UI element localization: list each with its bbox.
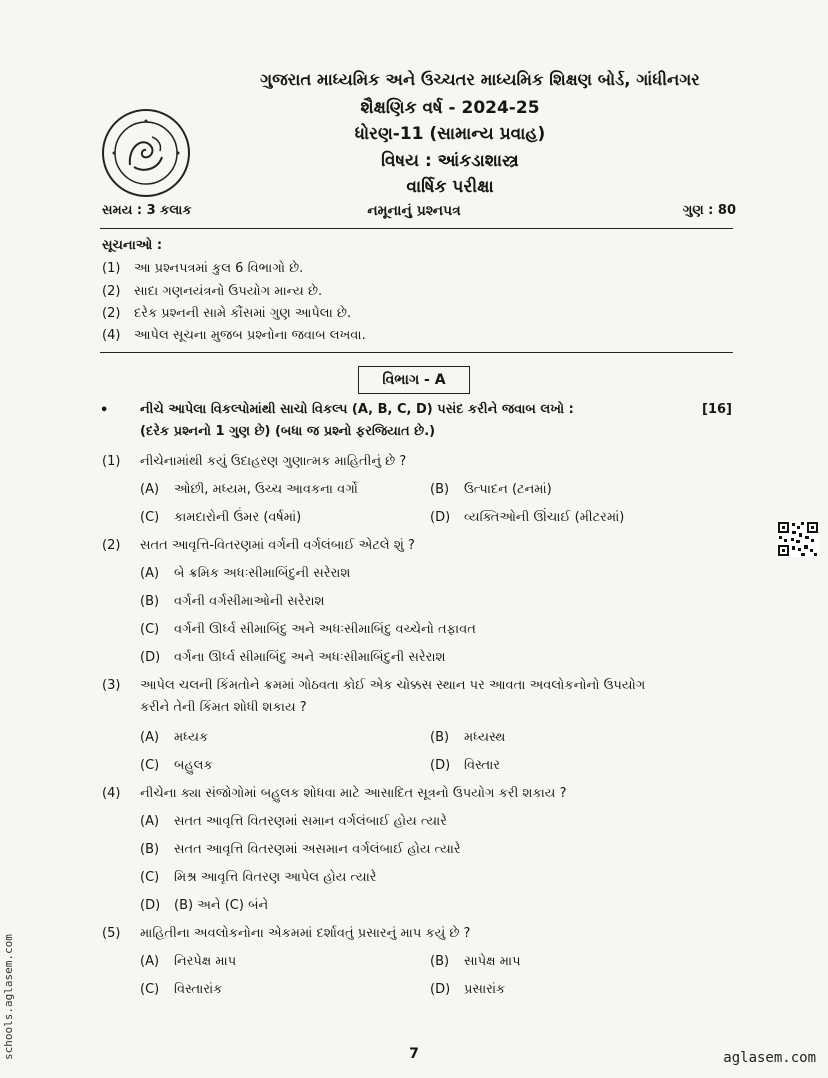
instruction-item: (1) આ પ્રશ્નપત્રમાં કુલ 6 વિભાગો છે. bbox=[102, 261, 304, 276]
question-text-continued: કરીને તેની કિંમત શોધી શકાય ? bbox=[140, 700, 307, 715]
option-c: (C) વિસ્તારાંક bbox=[140, 982, 223, 997]
question-number: (4) bbox=[102, 786, 121, 801]
question-number: (2) bbox=[102, 538, 121, 553]
total-marks: ગુણ : 80 bbox=[682, 203, 736, 218]
question-text: નીચેનામાંથી કયું ઉદાહરણ ગુણાત્મક માહિતીનું છે ? bbox=[140, 454, 407, 469]
option-d: (D) વર્ગના ઊર્ધ્વ સીમાબિંદુ અને અધઃસીમાબિંદુની સરેરાશ bbox=[140, 650, 446, 665]
option-d: (D) વ્યક્તિઓની ઊંચાઈ (મીટરમાં) bbox=[430, 510, 625, 525]
instruction-item: (2) સાદા ગણનયંત્રનો ઉપયોગ માન્ય છે. bbox=[102, 284, 323, 299]
instructions-divider bbox=[100, 352, 733, 353]
sidebar-watermark: schools.aglasem.com bbox=[2, 934, 15, 1060]
board-seal-logo bbox=[100, 107, 192, 199]
subject: વિષય : આંકડાશાસ્ત્ર bbox=[381, 151, 519, 171]
option-b: (B) વર્ગની વર્ગસીમાઓની સરેરાશ bbox=[140, 594, 325, 609]
option-d: (D) પ્રસારાંક bbox=[430, 982, 506, 997]
option-a: (A) નિરપેક્ષ માપ bbox=[140, 954, 237, 969]
board-name: ગુજરાત માધ્યમિક અને ઉચ્ચતર માધ્યમિક શિક્ષણ બોર્ડ, ગાંધીનગર bbox=[260, 70, 700, 89]
page-number: 7 bbox=[409, 1046, 419, 1062]
option-c: (C) બહુલક bbox=[140, 758, 213, 773]
section-marks: [16] bbox=[702, 402, 732, 417]
section-directive-note: (દરેક પ્રશ્નનો 1 ગુણ છે) (બધા જ પ્રશ્નો ફરજિયાત છે.) bbox=[140, 424, 436, 439]
option-c: (C) કામદારોની ઉંમર (વર્ષમાં) bbox=[140, 510, 302, 525]
option-c: (C) વર્ગની ઊર્ધ્વ સીમાબિંદુ અને અધઃસીમાબિંદુ વચ્ચેનો તફાવત bbox=[140, 622, 476, 637]
exam-name: વાર્ષિક પરીક્ષા bbox=[406, 177, 494, 197]
time-allowed: સમય : 3 કલાક bbox=[102, 203, 192, 218]
option-b: (B) સતત આવૃત્તિ વિતરણમાં અસમાન વર્ગલંબાઈ હોય ત્યારે bbox=[140, 842, 461, 857]
option-b: (B) મધ્યસ્થ bbox=[430, 730, 506, 745]
option-a: (A) બે ક્રમિક અધઃસીમાબિંદુની સરેરાશ bbox=[140, 566, 351, 581]
option-c: (C) મિશ્ર આવૃત્તિ વિતરણ આપેલ હોય ત્યારે bbox=[140, 870, 377, 885]
question-text: આપેલ ચલની કિંમતોને ક્રમમાં ગોઠવતા કોઈ એક ચોક્કસ સ્થાન પર આવતા અવલોકનોનો ઉપયોગ bbox=[140, 678, 646, 693]
option-d: (D) (B) અને (C) બંને bbox=[140, 898, 269, 913]
section-title: વિભાગ - A bbox=[358, 366, 470, 394]
header-divider bbox=[100, 228, 733, 229]
standard: ધોરણ-11 (સામાન્ય પ્રવાહ) bbox=[354, 124, 546, 144]
question-number: (5) bbox=[102, 926, 121, 941]
qr-code-icon[interactable] bbox=[777, 521, 819, 557]
question-text: માહિતીના અવલોકનોના એકમમાં દર્શાવતું પ્રસારનું માપ કયું છે ? bbox=[140, 926, 471, 941]
question-number: (3) bbox=[102, 678, 121, 693]
question-text: સતત આવૃત્તિ-વિતરણમાં વર્ગની વર્ગલંબાઈ એટલે શું ? bbox=[140, 538, 415, 553]
option-b: (B) સાપેક્ષ માપ bbox=[430, 954, 521, 969]
paper-title: નમૂનાનું પ્રશ્નપત્ર bbox=[367, 203, 461, 219]
academic-year: શૈક્ષણિક વર્ષ - 2024-25 bbox=[360, 98, 540, 118]
instructions-title: સૂચનાઓ : bbox=[102, 238, 163, 253]
option-a: (A) મધ્યક bbox=[140, 730, 209, 745]
question-number: (1) bbox=[102, 454, 121, 469]
question-text: નીચેના ક્યા સંજોગોમાં બહુલક શોધવા માટે આસાદિત સૂત્રનો ઉપયોગ કરી શકાય ? bbox=[140, 786, 567, 801]
section-directive: નીચે આપેલા વિકલ્પોમાંથી સાચો વિકલ્પ (A, B, C, D) પસંદ કરીને જવાબ લખો : bbox=[140, 402, 574, 417]
bullet-icon: • bbox=[100, 403, 109, 418]
option-a: (A) સતત આવૃત્તિ વિતરણમાં સમાન વર્ગલંબાઈ હોય ત્યારે bbox=[140, 814, 447, 829]
footer-brand: aglasem.com bbox=[723, 1050, 816, 1066]
option-b: (B) ઉત્પાદન (ટનમાં) bbox=[430, 482, 552, 497]
instruction-item: (2) દરેક પ્રશ્નની સામે કૌંસમાં ગુણ આપેલા છે. bbox=[102, 306, 352, 321]
option-d: (D) વિસ્તાર bbox=[430, 758, 500, 773]
instruction-item: (4) આપેલ સૂચના મુજબ પ્રશ્નોના જવાબ લખવા. bbox=[102, 328, 366, 343]
option-a: (A) ઓછી, મધ્યમ, ઉચ્ચ આવકના વર્ગો bbox=[140, 482, 358, 497]
